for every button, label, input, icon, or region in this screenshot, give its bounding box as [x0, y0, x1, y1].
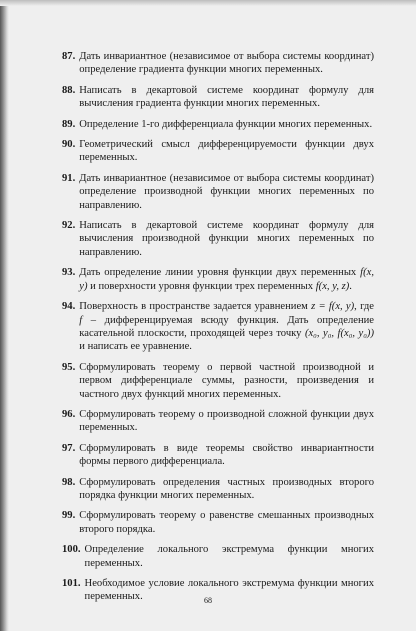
item-text: Сформулировать теорему о равенстве смешанных производных второго порядка. — [79, 510, 374, 535]
item-text: Написать в декартовой системе координат формулу для вычисления градиента функции многих переменных. — [79, 84, 374, 110]
item-number: 89. — [62, 118, 76, 130]
item-number: 98. — [62, 476, 76, 488]
list-item — [62, 219, 374, 259]
list-item — [62, 266, 374, 293]
item-text: Сформулировать теорему о производной сложной функции двух переменных. — [79, 408, 374, 434]
scan-left-edge-shadow — [0, 0, 9, 631]
item-text: Геометрический смысл дифференцируемости функции двух переменных. — [79, 139, 374, 164]
scan-top-edge-shadow — [0, 0, 416, 6]
math-expression: f(x, y) — [79, 267, 374, 292]
item-text-part: и поверхности уровня функции трех переменных — [87, 280, 316, 292]
item-text-part: . — [349, 280, 352, 292]
item-text: Определение локального экстремума функции многих переменных. — [84, 544, 374, 569]
question-list — [62, 50, 374, 611]
item-text: Сформулировать теорему о первой частной производной и первом дифференциале суммы, разности, произведения и частного двух функций многих переменных. — [79, 361, 374, 400]
item-text — [79, 300, 374, 354]
item-number: 90. — [62, 139, 76, 151]
list-item — [62, 84, 374, 111]
item-text-part: – дифференцируемая всюду функция. Дать определение касательной плоскости, проходящей через точку — [79, 314, 374, 339]
item-number: 87. — [62, 51, 76, 62]
list-item — [62, 300, 374, 354]
list-item — [62, 509, 374, 536]
item-number: 100. — [62, 544, 81, 556]
item-number: 99. — [62, 510, 76, 522]
item-text-part: Дать определение линии уровня функции двух переменных — [79, 267, 361, 279]
item-number: 96. — [62, 408, 76, 420]
item-number: 94. — [62, 301, 76, 313]
list-item — [62, 138, 374, 165]
item-text-part: , где — [354, 301, 374, 313]
item-text-part: Поверхность в пространстве задается уравнением — [79, 301, 312, 313]
item-text: Дать инвариантное (независимое от выбора системы координат) определение производной функции многих переменных по направлению. — [79, 172, 374, 211]
item-number: 91. — [62, 172, 76, 184]
list-item — [62, 50, 374, 77]
list-item — [62, 172, 374, 212]
item-text: Необходимое условие локального экстремума функции многих переменных. — [84, 578, 374, 603]
item-text: Сформулировать в виде теоремы свойство инвариантности формы первого дифференциала. — [79, 442, 374, 468]
item-number: 93. — [62, 267, 76, 279]
item-text — [79, 266, 374, 293]
item-number: 97. — [62, 442, 76, 454]
list-item — [62, 118, 374, 131]
item-text-part: и написать ее уравнение. — [79, 341, 192, 353]
item-text: Дать инвариантное (независимое от выбора системы координат) определение градиента функции многих переменных. — [79, 51, 374, 76]
page-number: 68 — [204, 596, 212, 605]
math-expression: f(x, y, z) — [315, 280, 350, 292]
item-text: Сформулировать определения частных производных второго порядка функции многих переменных. — [79, 476, 374, 501]
list-item — [62, 442, 374, 469]
math-expression: z = f(x, y) — [311, 301, 355, 313]
item-number: 95. — [62, 361, 76, 373]
item-number: 92. — [62, 220, 76, 232]
list-item — [62, 476, 374, 503]
list-item — [62, 361, 374, 401]
math-expression: (x₀, y₀, f(x₀, y₀)) — [304, 327, 374, 339]
item-number: 101. — [62, 578, 81, 589]
math-expression: f — [79, 314, 83, 326]
item-text: Написать в декартовой системе координат формулу для вычисления производной функции многих переменных по направлению. — [79, 220, 374, 258]
list-item — [62, 408, 374, 435]
list-item — [62, 543, 374, 570]
item-text: Определение 1-го дифференциала функции многих переменных. — [79, 118, 373, 130]
item-number: 88. — [62, 84, 76, 96]
